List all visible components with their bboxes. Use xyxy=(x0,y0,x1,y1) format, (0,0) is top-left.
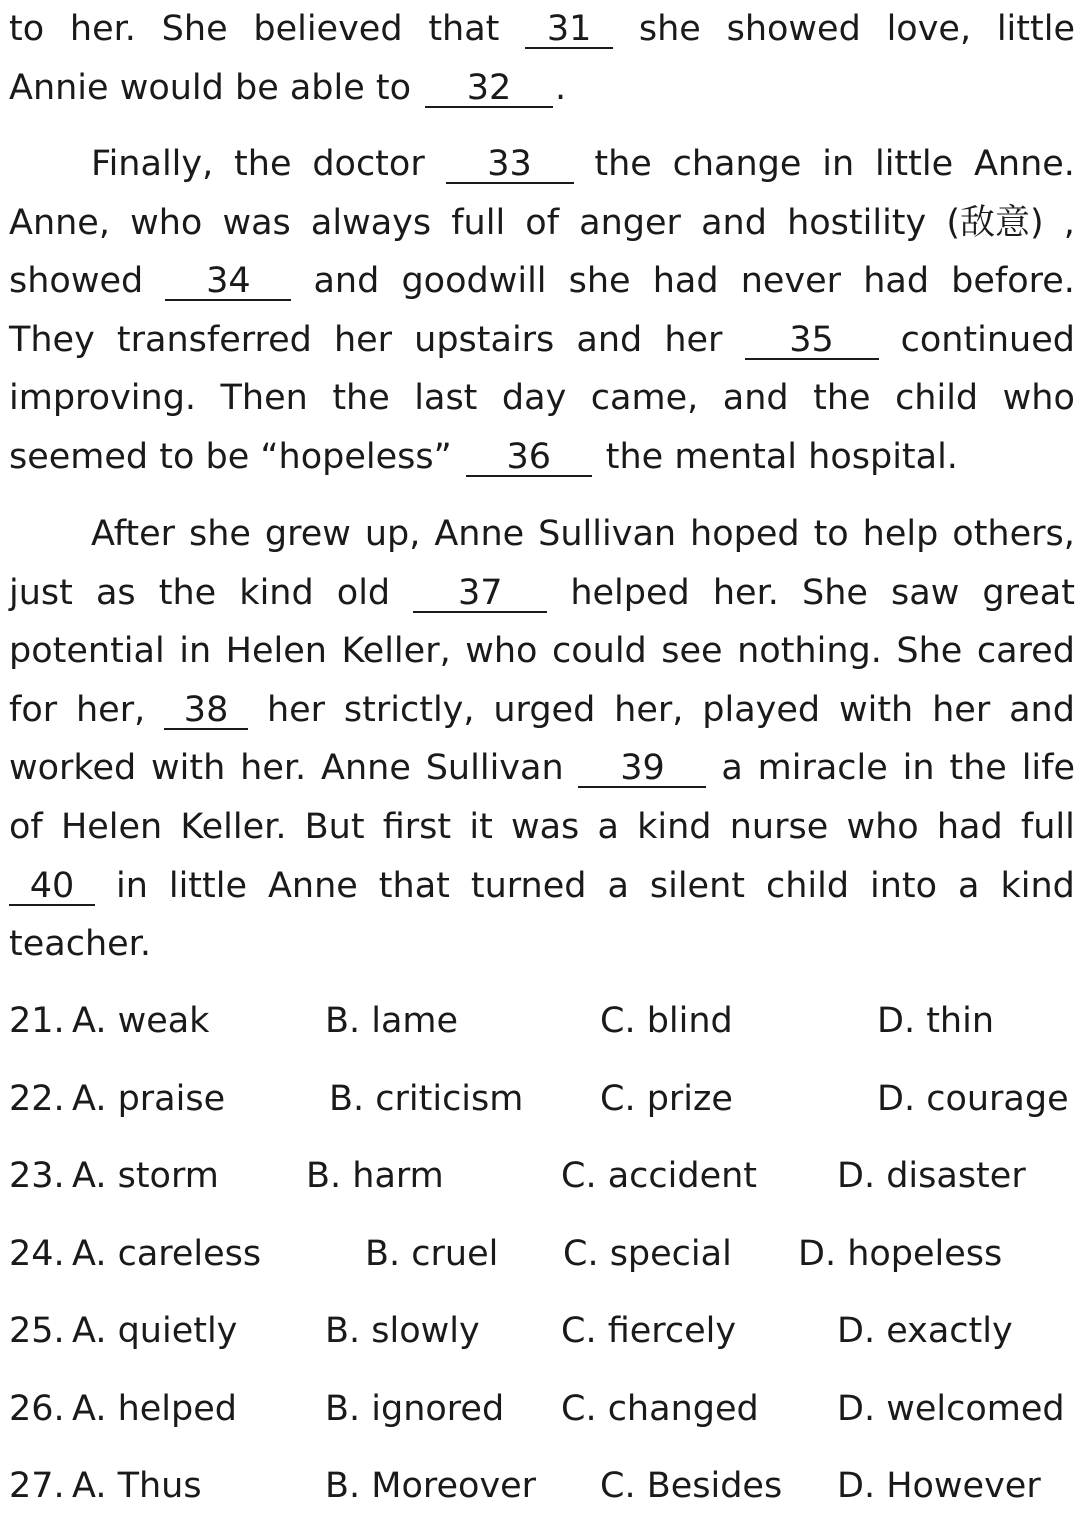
word: Helen xyxy=(225,631,327,672)
word: grew xyxy=(264,514,351,554)
option-a[interactable]: A. careless xyxy=(72,1233,262,1274)
text-line xyxy=(9,915,1075,974)
word: Finally, xyxy=(91,144,214,184)
word: helped xyxy=(570,572,690,613)
answer-blank-35[interactable]: 35 xyxy=(745,322,879,360)
word: great xyxy=(982,572,1075,613)
option-c[interactable]: C. fiercely xyxy=(561,1311,737,1351)
word: urged xyxy=(493,689,596,730)
text-segment: the mental hospital. xyxy=(605,436,958,477)
word: showed xyxy=(726,9,861,49)
text-segment: . xyxy=(555,67,567,108)
option-a[interactable]: A. storm xyxy=(72,1156,219,1196)
word: played xyxy=(702,689,821,730)
word: cared xyxy=(976,631,1075,672)
question-number: 21. xyxy=(9,1001,65,1041)
word: as xyxy=(95,572,136,613)
word: Anne xyxy=(434,514,525,554)
word: the xyxy=(813,378,871,419)
option-c[interactable]: C. accident xyxy=(561,1156,758,1196)
word: believed xyxy=(253,9,403,49)
question-number: 22. xyxy=(9,1078,65,1119)
option-a[interactable]: A. Thus xyxy=(72,1466,202,1506)
word: miracle xyxy=(757,748,888,789)
word: and xyxy=(576,319,643,360)
word: Anne xyxy=(321,748,411,789)
word: She xyxy=(161,9,228,49)
word: Sullivan xyxy=(425,748,564,789)
word: the xyxy=(332,378,390,419)
word: worked xyxy=(9,748,137,789)
word: little xyxy=(874,144,954,184)
word: that xyxy=(428,9,500,49)
word: never xyxy=(740,261,842,302)
text-line xyxy=(9,681,1075,740)
word: doctor xyxy=(312,144,425,184)
word: full xyxy=(451,202,506,243)
question-row-25 xyxy=(9,1304,1075,1382)
question-number: 25. xyxy=(9,1311,65,1351)
word: old xyxy=(336,572,391,613)
option-d[interactable]: D. welcomed xyxy=(837,1388,1065,1429)
word: last xyxy=(414,378,478,419)
word: her xyxy=(932,689,991,730)
answer-blank-32[interactable]: 32 xyxy=(425,70,553,108)
word: Sullivan xyxy=(538,514,677,554)
word: strictly, xyxy=(343,689,475,730)
text-segment: seemed to be “hopeless” xyxy=(9,436,452,477)
word: and xyxy=(722,378,789,419)
word: Anne, xyxy=(9,202,110,243)
word: of xyxy=(9,806,43,847)
option-c[interactable]: C. prize xyxy=(600,1078,733,1119)
option-a[interactable]: A. weak xyxy=(72,1001,210,1041)
word: in xyxy=(179,631,212,672)
word: into xyxy=(870,865,938,906)
text-line xyxy=(9,59,1075,118)
word: to xyxy=(9,9,45,49)
word: change xyxy=(672,144,802,184)
word: in xyxy=(822,144,855,184)
word: child xyxy=(895,378,979,419)
word: her xyxy=(266,689,326,730)
word: hoped xyxy=(690,514,800,554)
paragraph-p2 xyxy=(9,135,1075,487)
text-line xyxy=(9,564,1075,623)
text-line xyxy=(9,0,1075,59)
answer-blank-37[interactable]: 37 xyxy=(413,575,547,613)
text-segment: teacher. xyxy=(9,924,151,965)
word: was xyxy=(510,806,580,847)
word: kind xyxy=(239,572,314,613)
word: They xyxy=(9,319,95,360)
word: hostility xyxy=(787,202,927,243)
option-c[interactable]: C. Besides xyxy=(600,1466,783,1506)
word: others, xyxy=(952,514,1075,554)
option-c[interactable]: C. special xyxy=(563,1233,732,1274)
question-row-24 xyxy=(9,1227,1075,1305)
word: and xyxy=(313,261,380,302)
word: she xyxy=(568,261,631,302)
option-b[interactable]: B. cruel xyxy=(365,1233,499,1274)
text-line xyxy=(9,252,1075,311)
option-b[interactable]: B. slowly xyxy=(325,1311,480,1351)
word: potential xyxy=(9,631,165,672)
word: transferred xyxy=(116,319,312,360)
word: the xyxy=(158,572,217,613)
word: who xyxy=(1002,378,1075,419)
option-d[interactable]: D. courage xyxy=(877,1078,1069,1119)
word: Then xyxy=(220,378,308,419)
option-b[interactable]: B. Moreover xyxy=(325,1466,537,1506)
word: full xyxy=(1020,806,1075,847)
word: with xyxy=(151,748,226,789)
word: her xyxy=(664,319,723,360)
word: was xyxy=(222,202,291,243)
word: before. xyxy=(951,261,1075,302)
word: She xyxy=(801,572,868,613)
word: had xyxy=(652,261,719,302)
word: that xyxy=(378,865,450,906)
text-line xyxy=(9,857,1075,916)
word: her. xyxy=(712,572,779,613)
word: up, xyxy=(364,514,421,554)
word: who xyxy=(130,202,203,243)
word: nothing. xyxy=(737,631,882,672)
word: turned xyxy=(470,865,587,906)
word: her. xyxy=(69,9,136,49)
text-line xyxy=(9,135,1075,194)
word: silent xyxy=(649,865,745,906)
word: continued xyxy=(900,319,1075,360)
text-line xyxy=(9,428,1075,487)
option-a[interactable]: A. praise xyxy=(72,1078,226,1119)
word: the xyxy=(234,144,292,184)
answer-blank-36[interactable]: 36 xyxy=(466,439,592,477)
word: in xyxy=(902,748,935,789)
word: of xyxy=(525,202,560,243)
option-d[interactable]: D. hopeless xyxy=(798,1233,1003,1274)
question-row-26 xyxy=(9,1382,1075,1460)
answer-blank-33[interactable]: 33 xyxy=(446,146,574,184)
word: a xyxy=(607,865,629,906)
text-line xyxy=(9,622,1075,681)
word: help xyxy=(862,514,939,554)
word: her, xyxy=(614,689,684,730)
option-d[interactable]: D. However xyxy=(837,1466,1041,1506)
word: anger xyxy=(579,202,681,243)
option-c[interactable]: C. blind xyxy=(600,1001,733,1041)
word: could xyxy=(551,631,647,672)
word: for xyxy=(9,689,58,730)
word: Anne xyxy=(267,865,358,906)
word: her xyxy=(333,319,393,360)
word: a xyxy=(958,865,980,906)
answer-blank-38[interactable]: 38 xyxy=(164,692,248,730)
word: it xyxy=(469,806,493,847)
word: see xyxy=(661,631,723,672)
word: and xyxy=(701,202,767,243)
word: had xyxy=(936,806,1003,847)
option-c[interactable]: C. changed xyxy=(561,1388,759,1429)
word: But xyxy=(304,806,365,847)
text-line xyxy=(9,194,1075,253)
word: the xyxy=(594,144,652,184)
option-d[interactable]: D. exactly xyxy=(837,1311,1013,1351)
word: her, xyxy=(75,689,146,730)
word: with xyxy=(838,689,914,730)
word: She xyxy=(896,631,963,672)
question-number: 24. xyxy=(9,1233,65,1274)
word: her. xyxy=(240,748,307,789)
word: Anne. xyxy=(973,144,1075,184)
word: showed xyxy=(9,261,144,302)
word: who xyxy=(465,631,538,672)
question-number: 26. xyxy=(9,1388,65,1429)
option-b[interactable]: B. criticism xyxy=(329,1078,524,1119)
word: Keller. xyxy=(180,806,287,847)
word: in xyxy=(115,865,148,906)
word: day xyxy=(501,378,567,419)
word: saw xyxy=(891,572,960,613)
word: kind xyxy=(637,806,712,847)
word: and xyxy=(1009,689,1075,730)
word: nurse xyxy=(729,806,829,847)
paragraph-p3 xyxy=(9,505,1075,974)
option-b[interactable]: B. harm xyxy=(306,1156,444,1196)
word: upstairs xyxy=(414,319,555,360)
text-line xyxy=(9,739,1075,798)
question-number: 23. xyxy=(9,1156,65,1196)
word: (敌意) xyxy=(946,202,1044,243)
answer-blank-40[interactable]: 40 xyxy=(9,868,95,906)
word: After xyxy=(91,514,176,554)
word: the xyxy=(949,748,1007,789)
word: child xyxy=(765,865,850,906)
word: goodwill xyxy=(401,261,547,302)
word: Keller, xyxy=(341,631,451,672)
word: who xyxy=(846,806,919,847)
text-segment: Annie would be able to xyxy=(9,67,412,108)
question-row-27 xyxy=(9,1459,1075,1537)
option-d[interactable]: D. disaster xyxy=(837,1156,1026,1196)
word: improving. xyxy=(9,378,197,419)
answer-blank-39[interactable]: 39 xyxy=(578,750,706,788)
word: came, xyxy=(590,378,699,419)
text-line xyxy=(9,505,1075,564)
word: love, xyxy=(886,9,972,49)
answer-options xyxy=(9,994,1075,1537)
question-row-22 xyxy=(9,1072,1075,1150)
word: had xyxy=(863,261,930,302)
option-a[interactable]: A. helped xyxy=(72,1388,237,1429)
question-row-23 xyxy=(9,1149,1075,1227)
paragraph-p1 xyxy=(9,0,1075,117)
option-d[interactable]: D. thin xyxy=(877,1001,995,1041)
word: first xyxy=(382,806,452,847)
option-a[interactable]: A. quietly xyxy=(72,1311,238,1351)
word: always xyxy=(310,202,432,243)
text-line xyxy=(9,369,1075,428)
question-row-21 xyxy=(9,994,1075,1072)
option-b[interactable]: B. ignored xyxy=(325,1388,505,1429)
word: a xyxy=(721,748,743,789)
word: a xyxy=(597,806,619,847)
option-b[interactable]: B. lame xyxy=(325,1001,459,1041)
word: just xyxy=(9,572,73,613)
question-number: 27. xyxy=(9,1466,65,1506)
word: to xyxy=(813,514,849,554)
text-line xyxy=(9,311,1075,370)
word: little xyxy=(996,9,1075,49)
answer-blank-31[interactable]: 31 xyxy=(525,11,613,49)
answer-blank-34[interactable]: 34 xyxy=(165,263,291,301)
word: , xyxy=(1063,202,1075,243)
word: she xyxy=(638,9,701,49)
word: little xyxy=(168,865,248,906)
word: kind xyxy=(1000,865,1075,906)
word: life xyxy=(1021,748,1075,789)
word: Helen xyxy=(60,806,163,847)
word: she xyxy=(189,514,251,554)
text-line xyxy=(9,798,1075,857)
